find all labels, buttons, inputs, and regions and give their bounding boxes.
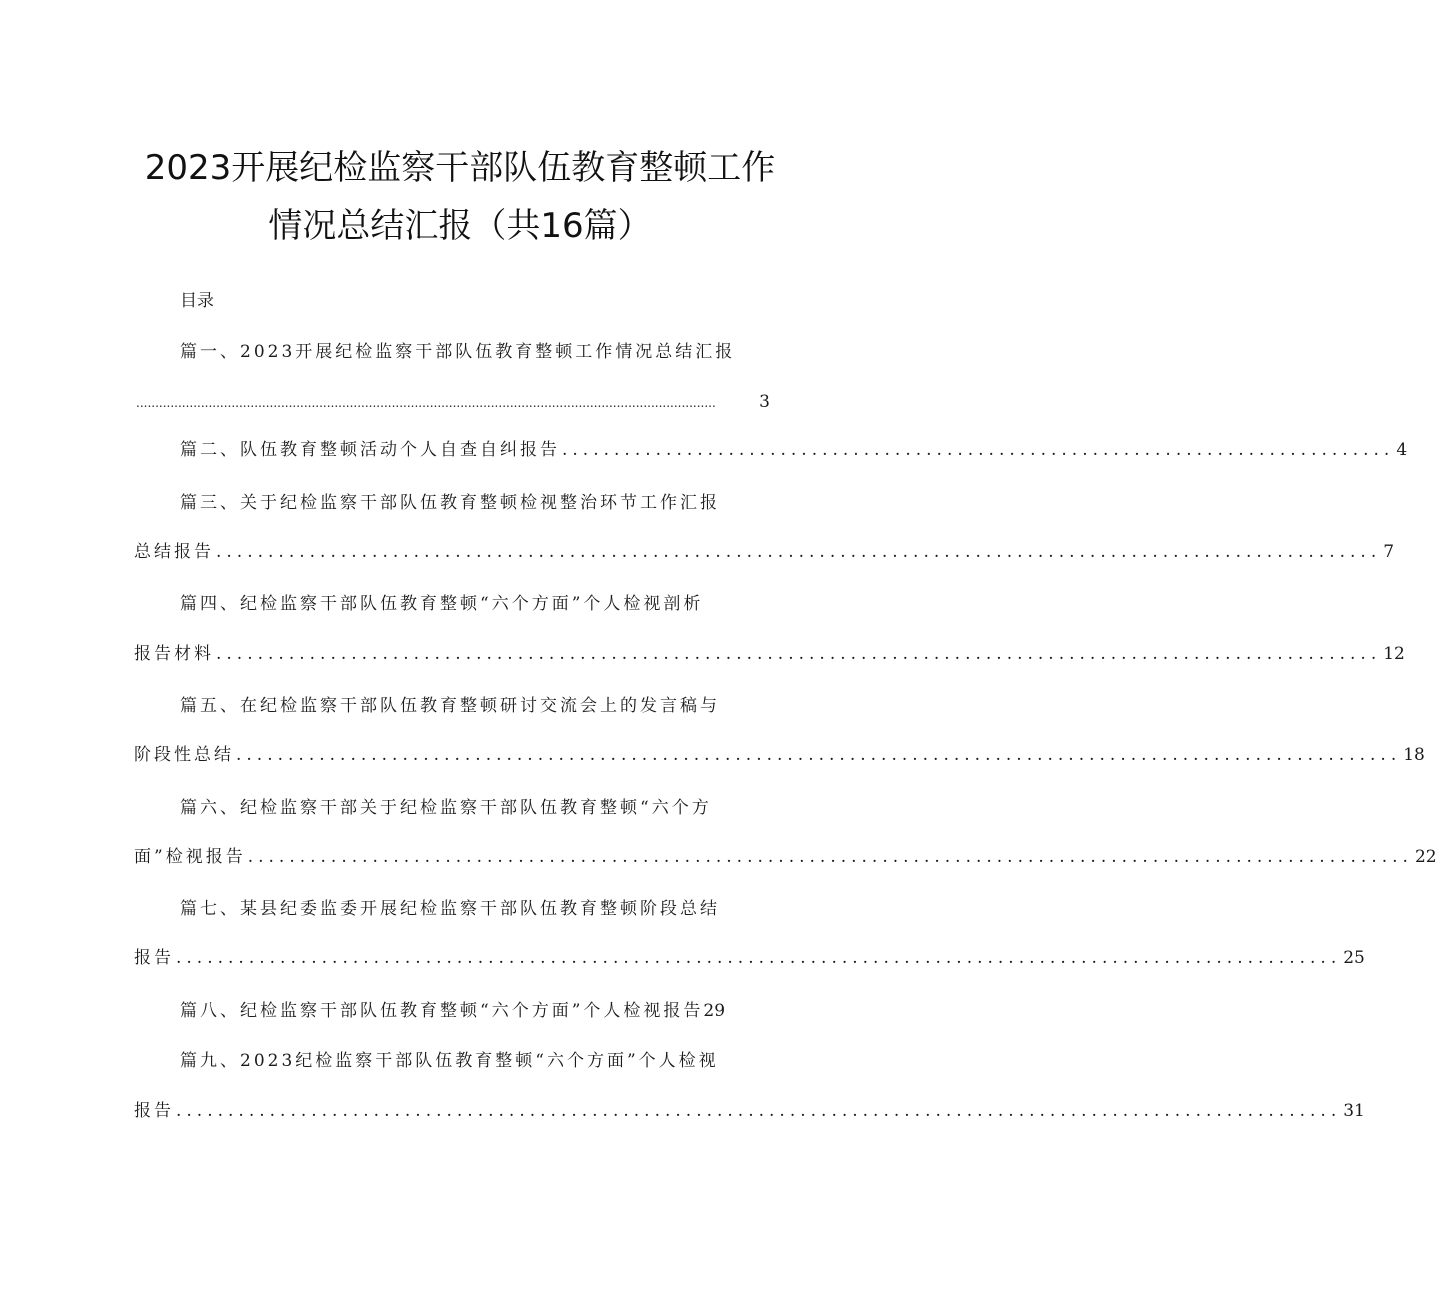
toc-entry-9-text[interactable]: 篇九、2023纪检监察干部队伍教育整顿“六个方面”个人检视 [180,1051,719,1071]
toc-entry-7-text[interactable]: 篇七、某县纪委监委开展纪检监察干部队伍教育整顿阶段总结 [180,899,720,919]
toc-entry-2-text: 篇二、队伍教育整顿活动个人自查自纠报告 [180,440,560,460]
dot-leader: ................................................................................................................ [216,542,1382,562]
dot-leader: ................................................................................................................ [236,745,1402,765]
toc-entry-2-page: 4 [1396,440,1408,460]
toc-entry-6-text-cont: 面”检视报告 [134,847,246,867]
toc-entry-3-text[interactable]: 篇三、关于纪检监察干部队伍教育整顿检视整治环节工作汇报 [180,493,720,513]
toc-entry-1-leader[interactable] [134,388,770,416]
toc-entry-6-page: 22 [1414,847,1437,867]
toc-entry-9-leader[interactable] [134,1097,1365,1125]
toc-entry-4-leader[interactable] [134,640,1405,668]
toc-entry-8[interactable] [180,997,770,1025]
toc-entry-7-leader[interactable] [134,944,1365,972]
toc-entry-8-page: 29 [703,1001,726,1021]
toc-entry-5-text-cont: 阶段性总结 [134,745,234,765]
toc-entry-5-page: 18 [1403,745,1425,765]
toc-heading: 目录 [180,291,214,311]
toc-entry-1-text[interactable]: 篇一、2023开展纪检监察干部队伍教育整顿工作情况总结汇报 [180,342,736,362]
toc-entry-9-text-cont: 报告 [134,1101,174,1121]
dot-leader: ........................................................................................................................................................ [136,396,716,410]
dot-leader: ................................................................................................................ [176,948,1342,968]
toc-entry-8-text: 篇八、纪检监察干部队伍教育整顿“六个方面”个人检视报告 [180,1001,704,1021]
toc-entry-1-page: 3 [759,392,770,412]
dot-leader: ................................................................................................................ [247,847,1413,867]
dot-leader: ................................................................................................................ [176,1101,1342,1121]
toc-entry-5-text[interactable]: 篇五、在纪检监察干部队伍教育整顿研讨交流会上的发言稿与 [180,696,720,716]
toc-entry-4-text[interactable]: 篇四、纪检监察干部队伍教育整顿“六个方面”个人检视剖析 [180,594,704,614]
document-title-line-1: 2023开展纪检监察干部队伍教育整顿工作 [144,148,776,188]
toc-entry-3-text-cont: 总结报告 [134,542,214,562]
toc-entry-9-page: 31 [1343,1101,1365,1121]
toc-entry-7-page: 25 [1343,948,1365,968]
dot-leader: ................................................................................................................ [216,644,1382,664]
toc-entry-3-page: 7 [1383,542,1395,562]
toc-entry-5-leader[interactable] [134,741,1425,769]
toc-entry-6-leader[interactable] [134,843,1437,871]
toc-entry-7-text-cont: 报告 [134,948,174,968]
toc-entry-4-text-cont: 报告材料 [134,644,214,664]
document-title-line-2: 情况总结汇报（共16篇） [268,206,652,246]
dot-leader: ................................................................................ [562,440,1395,460]
toc-entry-2[interactable] [180,436,1408,464]
toc-entry-6-text[interactable]: 篇六、纪检监察干部关于纪检监察干部队伍教育整顿“六个方 [180,798,712,818]
toc-entry-4-page: 12 [1383,644,1405,664]
toc-entry-3-leader[interactable] [134,538,1395,566]
